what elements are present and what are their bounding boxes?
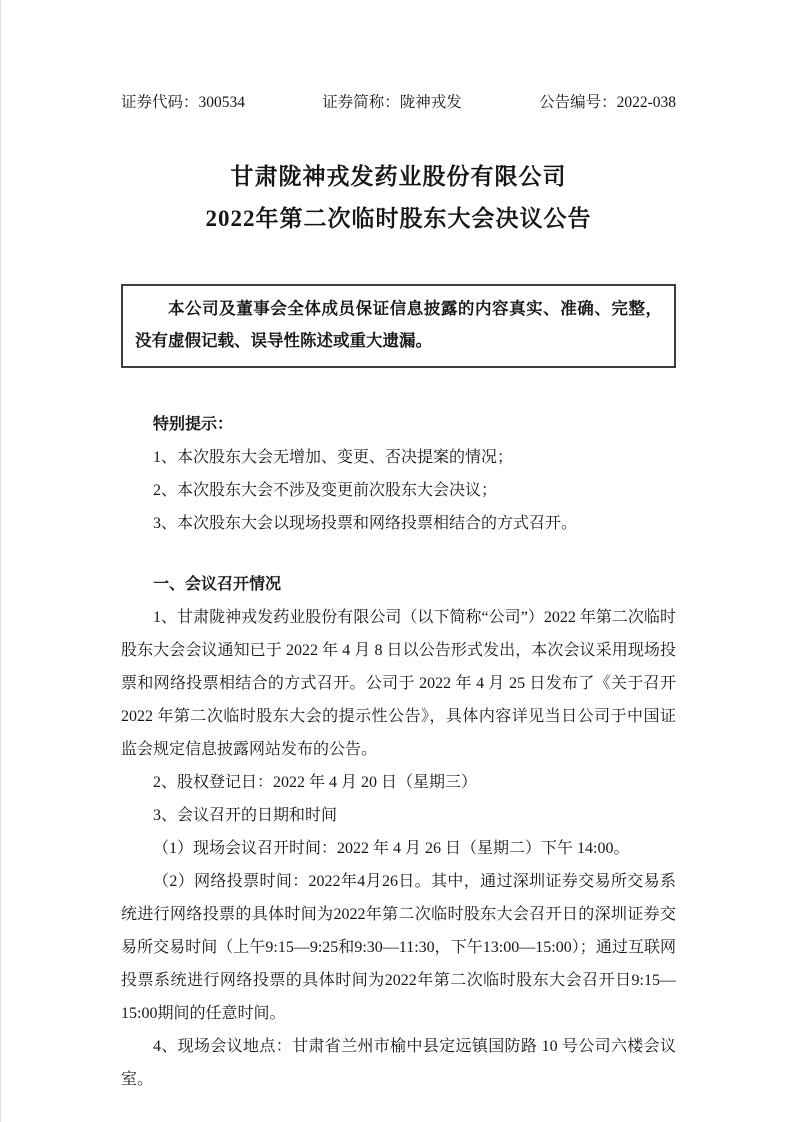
notice-item: 1、本次股东大会无增加、变更、否决提案的情况； xyxy=(153,449,514,466)
section-heading-meeting-convening: 一、会议召开情况 xyxy=(153,576,282,593)
paragraph-online-voting-time: （2）网络投票时间：2022年4月26日。其中，通过深圳证券交易所交易系统进行网络投票的具体时间为2022年第二次临时股东大会召开日的深圳证券交易所交易时间（上午9:15—9:25和9:30—11:30，下午13:00—15:00）；通过互联网投票系统进行网络投票的具体时间为2022年第二次临时股东大会召开日9:15—15:00期间的任意时间。 xyxy=(121,873,676,1022)
document-title-line1: 甘肃陇神戎发药业股份有限公司 xyxy=(230,164,567,189)
paragraph-record-date: 2、股权登记日：2022 年 4 月 20 日（星期三） xyxy=(153,774,478,791)
stock-code: 证券代码：300534 xyxy=(121,94,246,111)
paragraph-meeting-datetime-heading: 3、会议召开的日期和时间 xyxy=(153,807,338,824)
announcement-number: 公告编号：2022-038 xyxy=(539,94,676,111)
document-title-line2: 2022年第二次临时股东大会决议公告 xyxy=(205,206,592,231)
header-meta xyxy=(121,92,676,114)
special-notice xyxy=(121,408,676,540)
disclaimer-text: 本公司及董事会全体成员保证信息披露的内容真实、准确、完整，没有虚假记载、误导性陈述或重大遗漏。 xyxy=(135,299,662,350)
stock-name: 证券简称：陇神戎发 xyxy=(322,94,462,111)
paragraph-onsite-meeting-time: （1）现场会议召开时间：2022 年 4 月 26 日（星期二）下午 14:00。 xyxy=(153,840,630,857)
document-content xyxy=(1,0,793,1096)
notice-item: 2、本次股东大会不涉及变更前次股东大会决议； xyxy=(153,482,498,499)
paragraph-meeting-notice: 1、甘肃陇神戎发药业股份有限公司（以下简称“公司”）2022 年第二次临时股东大会会议通知已于 2022 年 4 月 8 日以公告形式发出，本次会议采用现场投票和网络投票相结合的方式召开。公司于 2022 年 4 月 25 日发布了《关于召开 2022 年第二次临时股东大会的提示性公告》，具体内容详见当日公司于中国证监会规定信息披露网站发布的公告。 xyxy=(121,609,676,758)
special-notice-heading: 特别提示： xyxy=(153,416,234,433)
notice-item: 3、本次股东大会以现场投票和网络投票相结合的方式召开。 xyxy=(153,515,578,532)
document-title xyxy=(121,156,676,240)
disclaimer-box xyxy=(121,284,676,368)
paragraph-meeting-location: 4、现场会议地点：甘肃省兰州市榆中县定远镇国防路 10 号公司六楼会议室。 xyxy=(121,1038,676,1088)
